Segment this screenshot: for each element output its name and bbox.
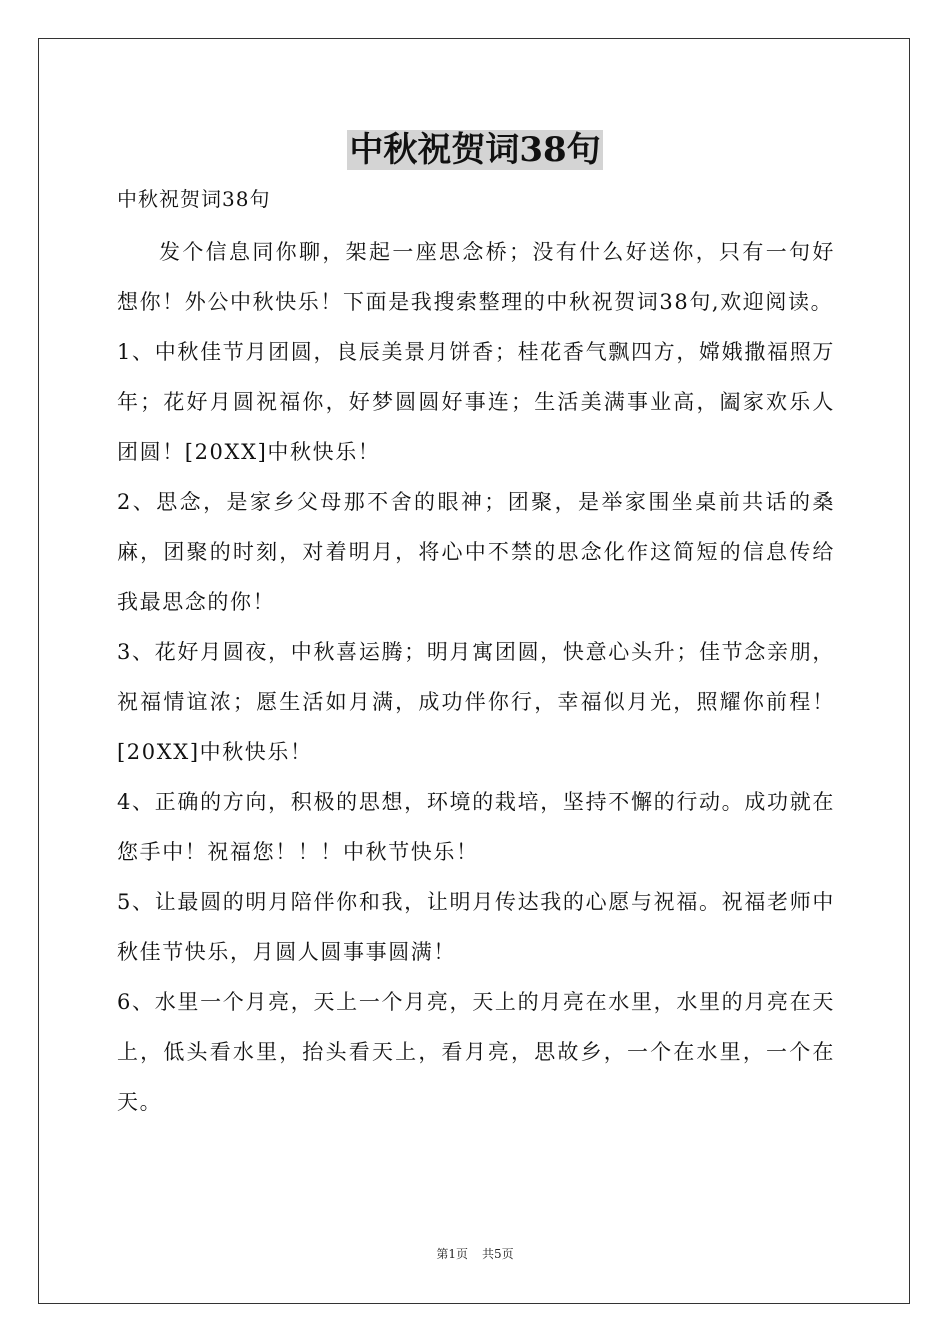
list-item: 5、让最圆的明月陪伴你和我，让明月传达我的心愿与祝福。祝福老师中秋佳节快乐，月圆人圆事事圆满！ xyxy=(117,890,835,964)
document-body xyxy=(117,227,835,1127)
intro-paragraph: 发个信息同你聊，架起一座思念桥；没有什么好送你，只有一句好想你！外公中秋快乐！下面是我搜索整理的中秋祝贺词38句,欢迎阅读。 xyxy=(117,240,835,314)
list-item: 2、思念，是家乡父母那不舍的眼神；团聚，是举家围坐桌前共话的桑麻，团聚的时刻，对着明月，将心中不禁的思念化作这简短的信息传给我最思念的你！ xyxy=(117,490,835,614)
document-subtitle: 中秋祝贺词38句 xyxy=(117,187,271,211)
list-item: 4、正确的方向，积极的思想，环境的栽培，坚持不懈的行动。成功就在您手中！祝福您！！！中秋节快乐！ xyxy=(117,790,835,864)
document-title-text: 中秋祝贺词38句 xyxy=(349,130,601,170)
page-footer xyxy=(0,1246,950,1262)
list-item: 6、水里一个月亮，天上一个月亮，天上的月亮在水里，水里的月亮在天上，低头看水里，抬头看天上，看月亮，思故乡，一个在水里，一个在天。 xyxy=(117,990,835,1114)
list-item: 3、花好月圆夜，中秋喜运腾；明月寓团圆，快意心头升；佳节念亲朋，祝福情谊浓；愿生活如月满，成功伴你行，幸福似月光，照耀你前程！[20XX]中秋快乐！ xyxy=(117,640,835,764)
page-number: 第1页 xyxy=(436,1247,468,1261)
page-total: 共5页 xyxy=(482,1247,514,1261)
document-title xyxy=(0,128,950,172)
list-item: 1、中秋佳节月团圆，良辰美景月饼香；桂花香气飘四方，嫦娥撒福照万年；花好月圆祝福你，好梦圆圆好事连；生活美满事业高，阖家欢乐人团圆！[20XX]中秋快乐！ xyxy=(117,340,835,464)
